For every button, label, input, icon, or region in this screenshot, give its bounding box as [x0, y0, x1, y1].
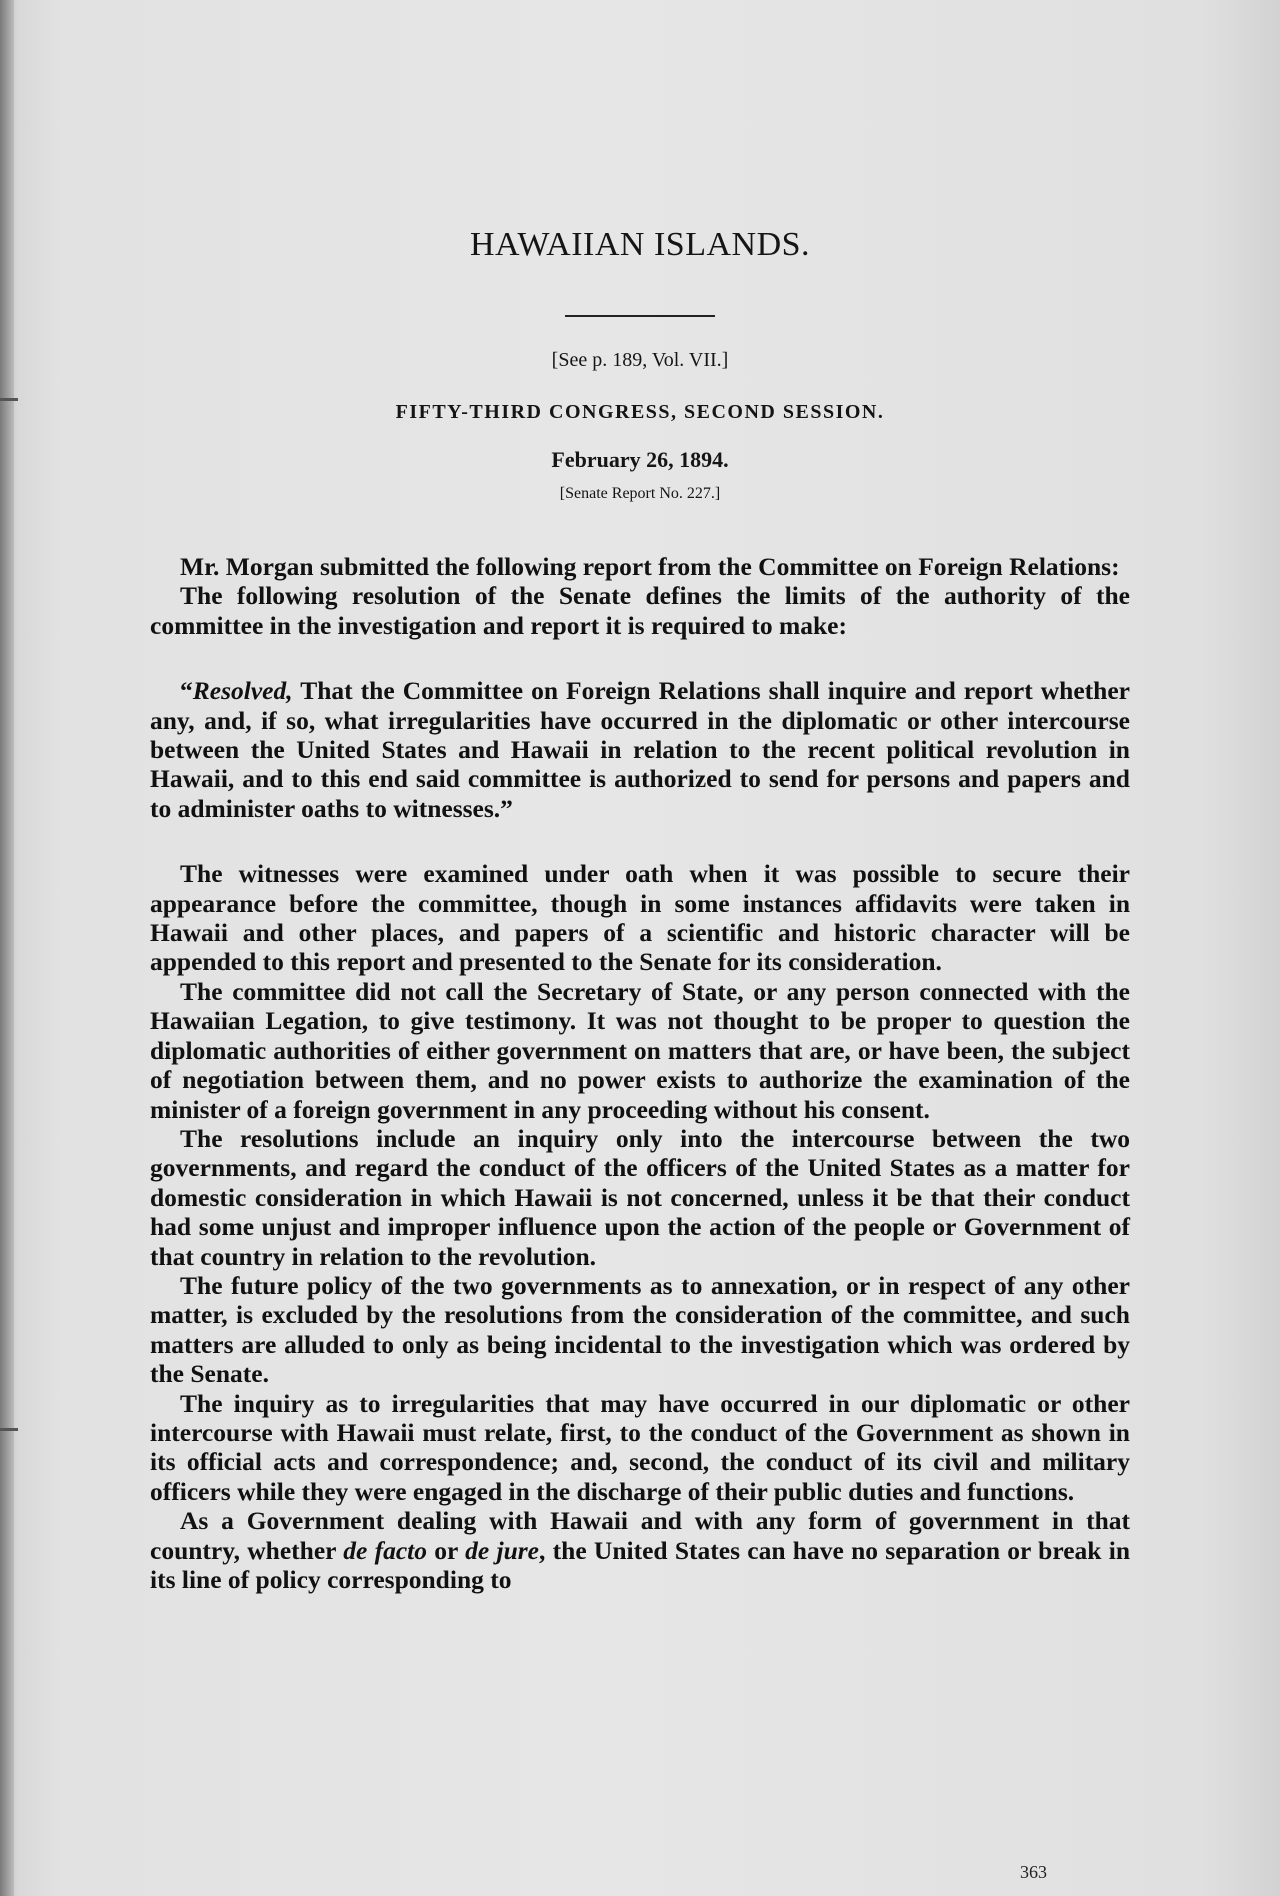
paragraph: Mr. Morgan submitted the following report from the Committee on Foreign Relations:: [180, 552, 1120, 581]
senate-report-number: [Senate Report No. 227.]: [559, 485, 721, 502]
binding-mark: [0, 398, 18, 401]
page-binding-edge: [0, 0, 14, 1896]
resolution-text: That the Committee on Foreign Relations shall inquire and report whether any, and, if so, what irregularities have occurred in the diplomatic or other intercourse between the United States and Hawaii in relation to the recent political revolution in Hawaii, and to this end said committee is authorized to send for persons and papers and to administer oaths to witnesses.”: [150, 676, 1130, 823]
senate-resolution: [150, 676, 1130, 823]
paragraph-last: [150, 1506, 1130, 1594]
paragraph: The witnesses were examined under oath when it was possible to secure their appearance before the committee, though in some instances affidavits were taken in Hawaii and other places, and papers of a scientific and historic character will be appended to this report and presented to the Senate for its consideration.: [150, 859, 1130, 977]
paragraph: The resolutions include an inquiry only into the intercourse between the two governments, and regard the conduct of the officers of the United States as a matter for domestic consideration in which Hawaii is not concerned, unless it be that their conduct had some unjust and improper influence upon the action of the people or Government of that country in relation to the revolution.: [150, 1123, 1130, 1271]
page-number: 363: [1020, 1862, 1047, 1882]
resolution-open-quote: “: [180, 676, 193, 706]
text-segment: , the United States can have no separation or break in its line of policy corresponding to: [150, 1535, 1131, 1594]
text-segment: As a Government dealing with Hawaii and with any form of government in that country, whether: [150, 1506, 1130, 1565]
text-segment: or: [427, 1535, 466, 1565]
paragraph: The committee did not call the Secretary of State, or any person connected with the Hawaiian Legation, to give testimony. It was not thought to be proper to question the diplomatic authorities of either government on matters that are, or have been, the subject of negotiation between them, and no power exists to authorize the examination of the minister of a foreign government in any proceeding without his consent.: [150, 976, 1130, 1124]
latin-term: de facto: [343, 1535, 427, 1565]
binding-mark: [0, 1428, 18, 1431]
see-reference: [See p. 189, Vol. VII.]: [551, 349, 729, 371]
paragraph: The following resolution of the Senate defines the limits of the authority of the committee in the investigation and report it is required to make:: [150, 581, 1130, 640]
report-date: February 26, 1894.: [551, 447, 729, 472]
paragraph: The future policy of the two governments as to annexation, or in respect of any other matter, is excluded by the resolutions from the consideration of the committee, and such matters are alluded to only as being incidental to the investigation which was ordered by the Senate.: [150, 1270, 1130, 1389]
page-title: HAWAIIAN ISLANDS.: [469, 226, 811, 263]
paragraph: The inquiry as to irregularities that may have occurred in our diplomatic or other intercourse with Hawaii must relate, first, to the conduct of the Government as shown in its official acts and correspondence; and, second, the conduct of its civil and military officers while they were engaged in the discharge of their public duties and functions.: [150, 1388, 1130, 1506]
resolution-lead-word: Resolved,: [192, 676, 293, 706]
document-header: [150, 225, 1130, 505]
latin-term: de jure: [465, 1535, 540, 1565]
title-rule: [565, 315, 715, 317]
report-body: [150, 552, 1130, 1594]
congress-session: FIFTY-THIRD CONGRESS, SECOND SESSION.: [395, 401, 885, 423]
